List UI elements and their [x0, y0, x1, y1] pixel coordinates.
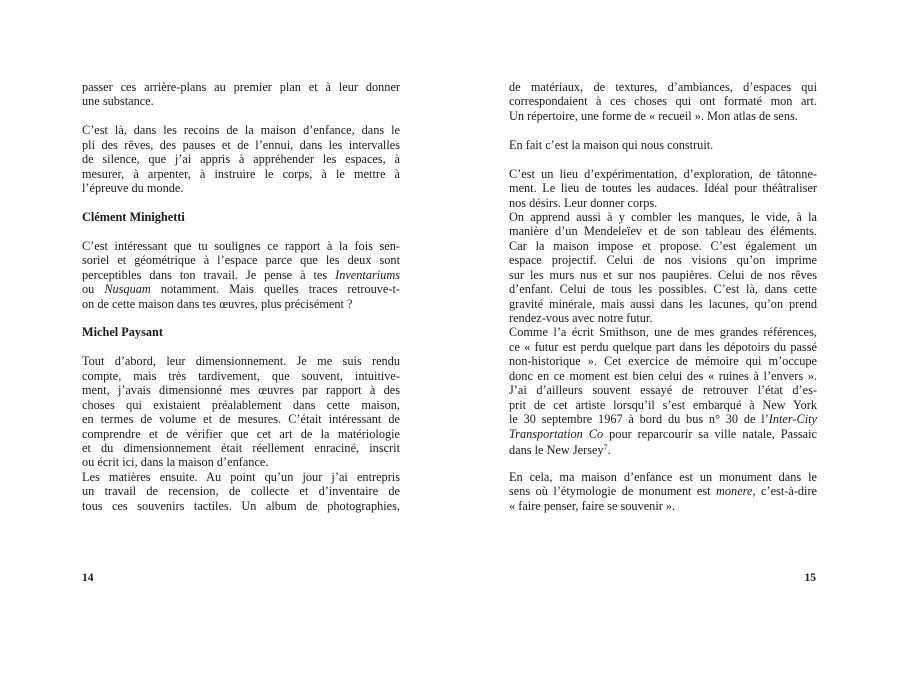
text-line: [82, 441, 400, 455]
text-line: [82, 311, 400, 325]
text-segment: En fait c’est la maison qui nous construit.: [509, 137, 714, 152]
speaker-name: [82, 325, 400, 339]
text-segment: choses qui existaient préalablement dans cette maison,: [82, 397, 400, 412]
text-line: [82, 499, 400, 513]
text-segment: ou: [82, 282, 105, 297]
text-line: [509, 253, 817, 267]
text-segment: Michel Paysant: [82, 325, 163, 340]
text-segment: J’ai d’ailleurs souvent essayé de retrouver l’état d’es-: [509, 383, 817, 398]
text-segment: perceptibles dans ton travail. Je pense à tes: [82, 267, 336, 282]
text-segment: rendez-vous avec notre futur.: [509, 311, 653, 325]
text-line: [509, 210, 817, 224]
text-segment: Tout d’abord, leur dimensionnement. Je me suis rendu: [82, 354, 400, 369]
text-line: [509, 268, 817, 282]
text-line: [82, 297, 400, 311]
page-number-right: 15: [804, 572, 816, 584]
text-segment: Comme l’a écrit Smithson, une de mes grandes références,: [509, 325, 817, 340]
text-line: [82, 383, 400, 397]
text-segment: non-historique ». Cet exercice de mémoire qui m’occupe: [509, 354, 817, 369]
text-line: [82, 152, 400, 166]
text-line: [509, 94, 817, 108]
text-segment: Clément Minighetti: [82, 209, 185, 224]
text-line: [82, 398, 400, 412]
text-line: [82, 138, 400, 152]
text-segment: .: [607, 442, 611, 457]
text-line: [509, 470, 817, 484]
text-line: [509, 499, 817, 513]
text-line: [82, 282, 400, 296]
text-line: [82, 196, 400, 210]
text-line: [82, 109, 400, 123]
text-line: [509, 369, 817, 383]
text-segment: Car la maison impose et propose. C’est également un: [509, 238, 817, 253]
text-segment: C’est là, dans les recoins de la maison d’enfance, dans le: [82, 123, 400, 138]
text-line: [509, 282, 817, 296]
italic-title: Inter-City: [768, 412, 817, 427]
text-segment: passer ces arrière-plans au premier plan et à leur donner: [82, 80, 400, 94]
text-segment: ce « futur est perdu quelque part dans les dépotoirs du passé: [509, 339, 817, 354]
text-line: [82, 427, 400, 441]
text-segment: dans le New Jersey: [509, 442, 604, 457]
italic-title: Nusquam: [104, 282, 151, 297]
text-line: [82, 340, 400, 354]
text-line: [509, 412, 817, 426]
text-line: [82, 167, 400, 181]
text-segment: une substance.: [82, 94, 154, 109]
text-segment: un travail de recension, de collecte et d’inventaire de: [82, 484, 400, 499]
text-segment: « faire penser, faire se souvenir ».: [509, 498, 676, 513]
text-line: [82, 268, 400, 282]
text-segment: de silence, que j’ai appris à appréhender les espaces, à: [82, 152, 400, 167]
text-line: [509, 340, 817, 354]
text-line: [82, 484, 400, 498]
text-line: [509, 138, 817, 152]
page-number-left: 14: [82, 572, 94, 584]
text-segment: on de cette maison dans tes œuvres, plus précisément ?: [82, 296, 353, 311]
text-segment: pli des rêves, des pauses et de l’ennui, dans les intervalles: [82, 137, 400, 152]
text-line: [509, 455, 817, 469]
italic-title: Transportation Co: [509, 426, 604, 441]
text-segment: C’est un lieu d’expérimentation, d’exploration, de tâtonne-: [509, 166, 817, 181]
text-segment: , c’est-à-dire: [752, 484, 817, 499]
text-line: [509, 398, 817, 412]
text-line: [82, 123, 400, 137]
text-line: [509, 311, 817, 325]
text-segment: espace projectif. Celui de nos visions qu’on imprime: [509, 253, 817, 268]
text-line: [82, 455, 400, 469]
text-segment: mesurer, à arpenter, à instruire le corps, à le mettre à: [82, 166, 400, 181]
text-line: [509, 427, 817, 441]
text-segment: nos désirs. Leur donner corps.: [509, 195, 658, 210]
text-segment: le 30 septembre 1967 à bord du bus n° 30 de l’: [509, 412, 769, 427]
text-segment: correspondaient à ces choses qui ont formaté mon art.: [509, 94, 817, 109]
text-segment: En cela, ma maison d’enfance est un monument dans le: [509, 469, 817, 484]
text-segment: On apprend aussi à y combler les manques, le vide, à la: [509, 209, 817, 224]
right-page-text: [509, 80, 817, 513]
text-line: [509, 80, 817, 94]
text-line: [82, 253, 400, 267]
text-segment: ment. Le lieu de toutes les audaces. Idéal pour théâtraliser: [509, 181, 817, 196]
text-segment: C’est intéressant que tu soulignes ce rapport à la fois sen-: [82, 238, 400, 253]
italic-title: Inventariums: [335, 267, 400, 282]
text-segment: soriel et géométrique à l’espace parce que les deux sont: [82, 253, 400, 268]
text-line: [82, 94, 400, 108]
text-segment: Un répertoire, une forme de « recueil ». Mon atlas de sens.: [509, 108, 798, 123]
footnote-ref: 7: [603, 442, 608, 452]
text-line: [509, 239, 817, 253]
left-page-text: [82, 80, 400, 513]
text-line: [509, 297, 817, 311]
text-segment: et du dimensionnement était réellement enraciné, inscrit: [82, 440, 400, 455]
text-line: [509, 441, 817, 455]
text-line: [82, 181, 400, 195]
text-segment: Les matières ensuite. Au point qu’un jour j’ai entrepris: [82, 469, 400, 484]
text-segment: pour reparcourir sa ville natale, Passaic: [603, 426, 817, 441]
text-segment: comprendre et de vérifier que cet art de la matériologie: [82, 426, 400, 441]
text-line: [509, 123, 817, 137]
text-line: [509, 196, 817, 210]
text-segment: ou écrit ici, dans la maison d’enfance.: [82, 455, 269, 470]
text-line: [509, 181, 817, 195]
text-segment: de matériaux, de textures, d’ambiances, d’espaces qui: [509, 80, 817, 94]
text-line: [509, 484, 817, 498]
text-segment: ment, j’avais dimensionné mes œuvres par rapport à des: [82, 383, 400, 398]
text-line: [509, 325, 817, 339]
text-line: [82, 239, 400, 253]
text-line: [82, 224, 400, 238]
text-segment: compte, mais très tardivement, que souvent, intuitive-: [82, 368, 400, 383]
text-segment: notamment. Mais quelles traces retrouve-t-: [150, 282, 400, 297]
text-segment: prit de cet artiste lorsqu’il s’est embarqué à New York: [509, 397, 817, 412]
text-line: [82, 354, 400, 368]
text-line: [82, 412, 400, 426]
text-line: [82, 470, 400, 484]
text-line: [509, 383, 817, 397]
speaker-name: [82, 210, 400, 224]
text-segment: d’enfant. Celui de tous les possibles. C’est là, dans cette: [509, 282, 817, 297]
text-segment: tous ces souvenirs tactiles. Un album de photographies,: [82, 498, 400, 513]
text-segment: l’épreuve du monde.: [82, 181, 184, 196]
text-line: [509, 354, 817, 368]
text-line: [82, 80, 400, 94]
text-line: [509, 167, 817, 181]
text-line: [509, 109, 817, 123]
text-line: [509, 224, 817, 238]
text-segment: sur les murs nus et sur nos paupières. Celui de nos rêves: [509, 267, 817, 282]
italic-title: monere: [716, 484, 753, 499]
text-segment: en termes de volume et de mesures. C’était intéressant de: [82, 412, 400, 427]
text-segment: sens où l’étymologie de monument est: [509, 484, 717, 499]
text-line: [82, 369, 400, 383]
text-segment: gravité minérale, mais aussi dans les lacunes, qu’on prend: [509, 296, 817, 311]
text-segment: manière d’un Mendeleïev et de son tableau des éléments.: [509, 224, 817, 239]
text-segment: donc en ce moment est bien celui des « ruines à l’envers ».: [509, 368, 817, 383]
text-line: [509, 152, 817, 166]
